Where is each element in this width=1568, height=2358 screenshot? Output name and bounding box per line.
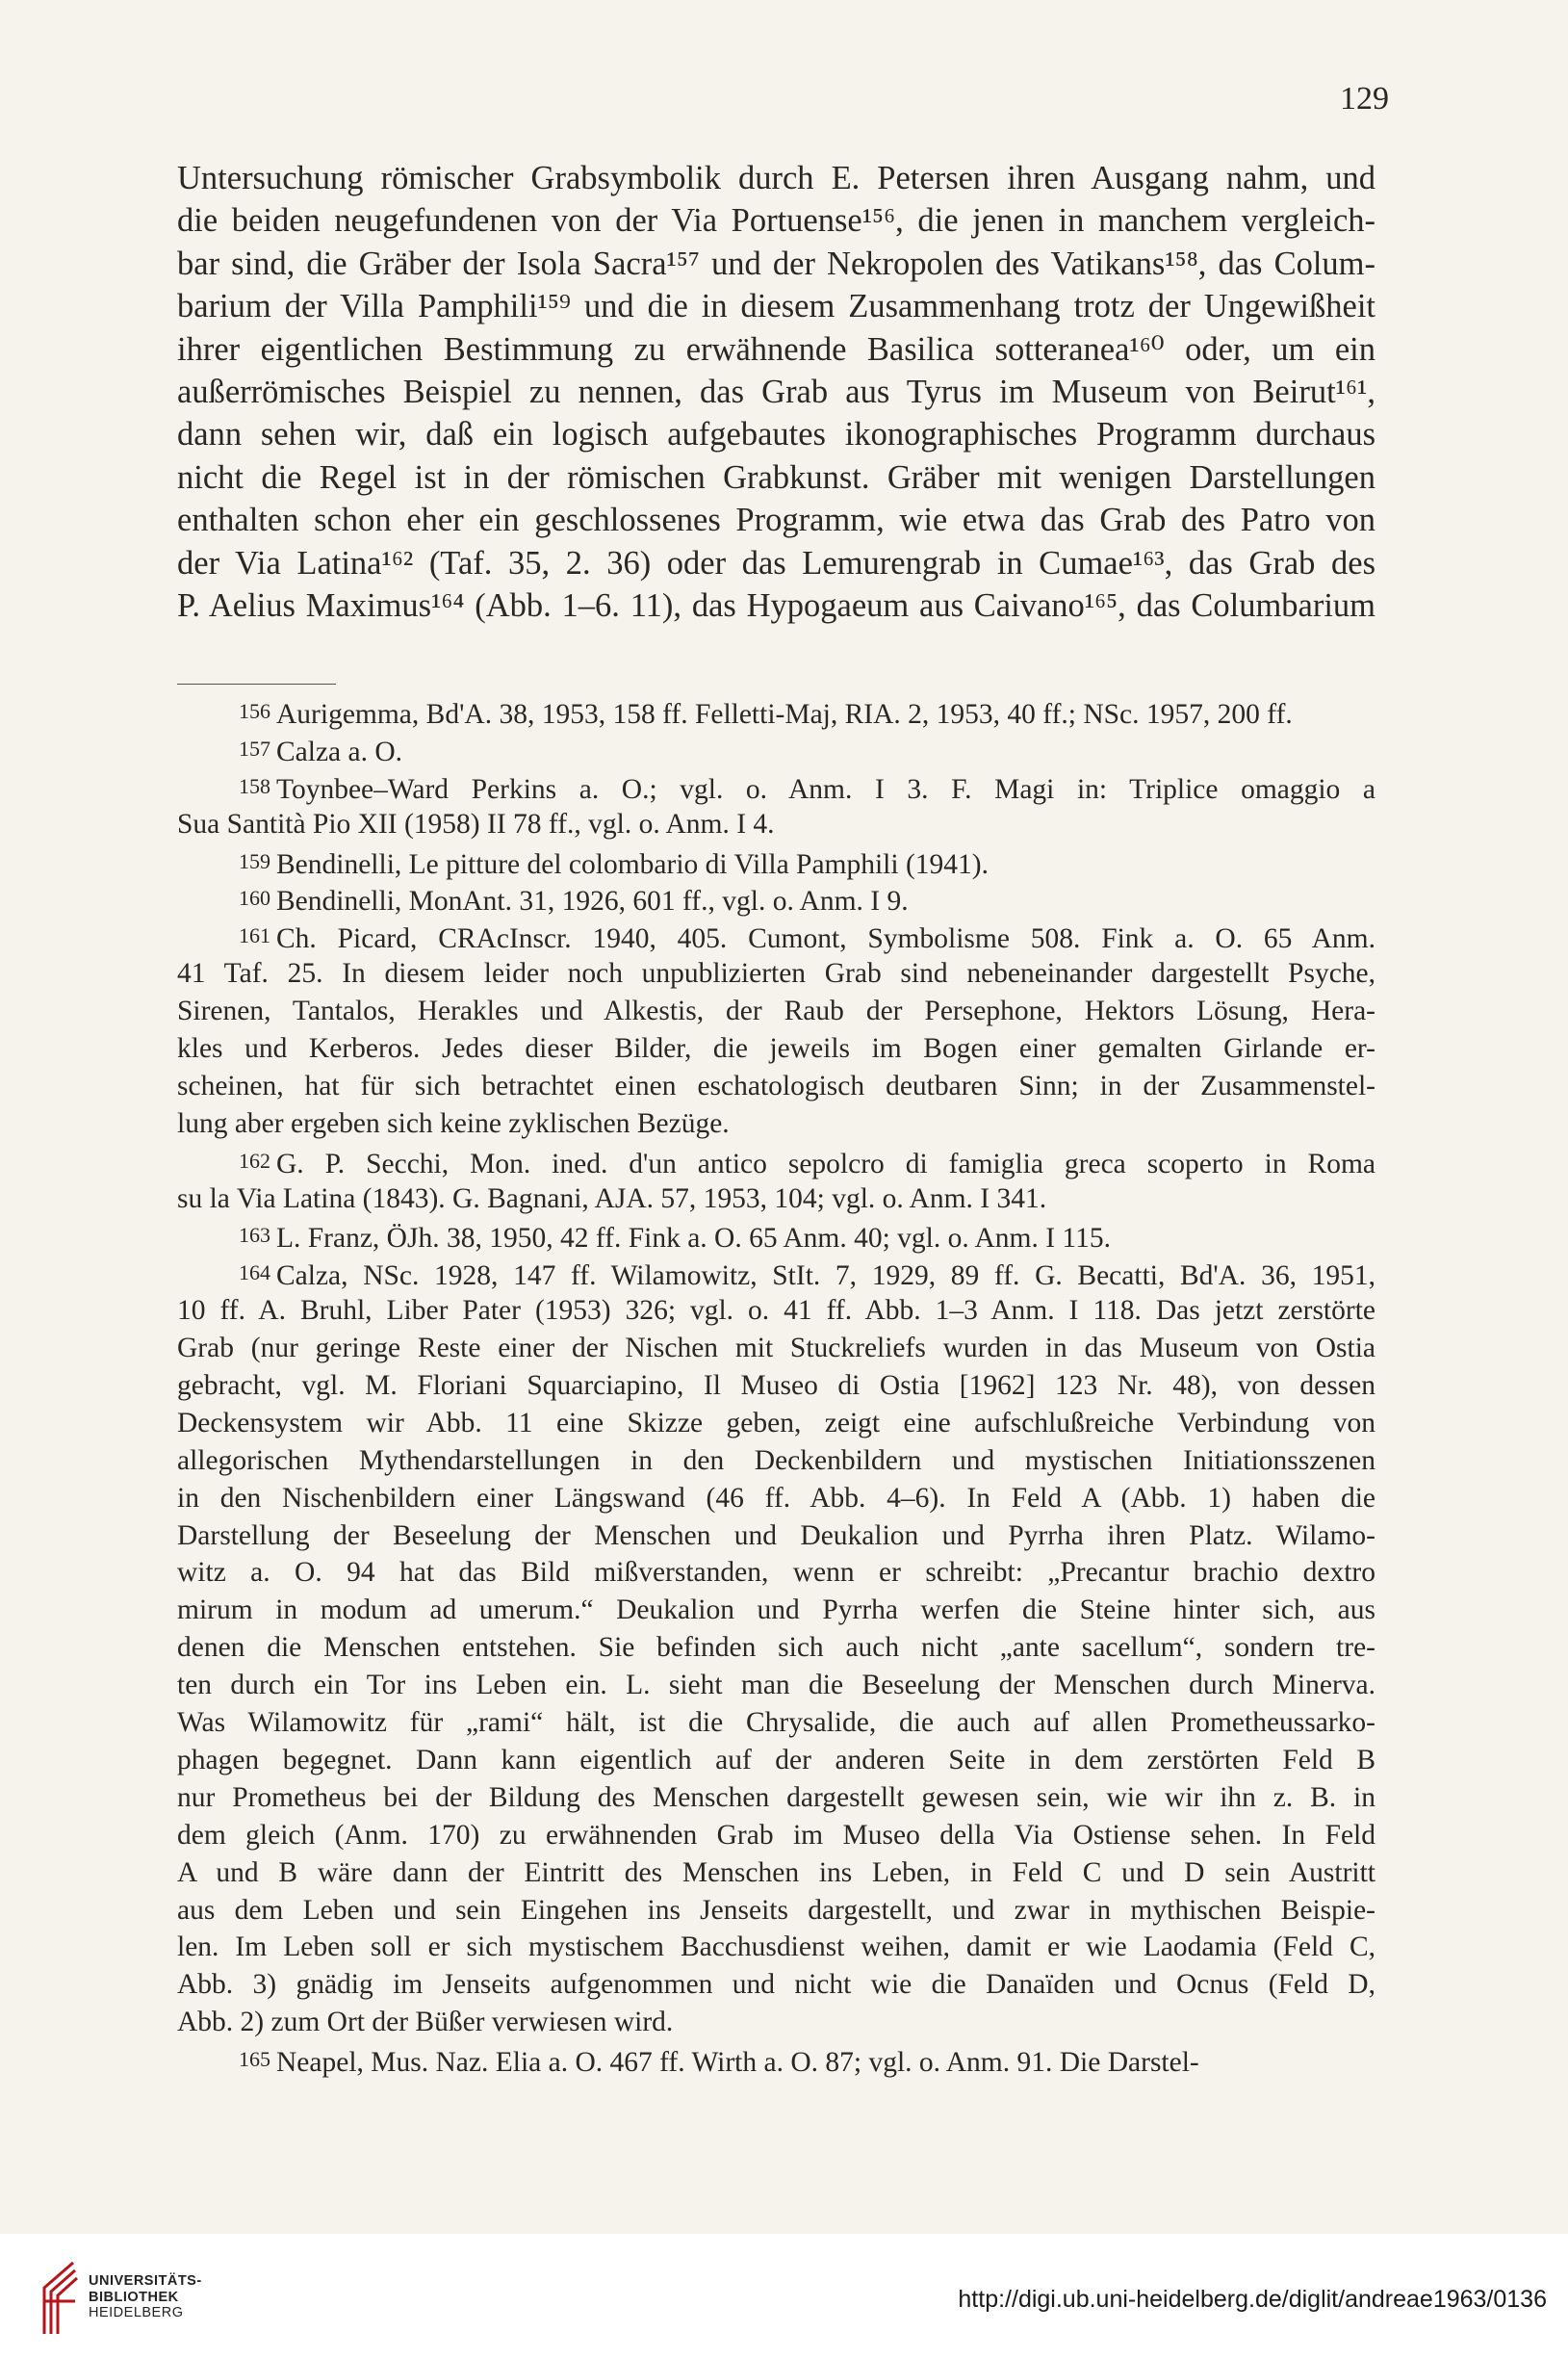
library-name-line-1: UNIVERSITÄTS- [89, 2273, 202, 2289]
footnote-number: 156 [239, 699, 270, 723]
footnote-text: Sirenen, Tantalos, Herakles und Alkestis, der Raub der Persephone, Hektors Lösung, Hera- [177, 996, 1375, 1027]
footnote-text: dem gleich (Anm. 170) zu erwähnenden Grab im Museo della Via Ostiense sehen. In Feld [177, 1819, 1375, 1851]
footnote-line [177, 1742, 1375, 1779]
footnote-line [177, 843, 1375, 881]
footnote-line [177, 1292, 1375, 1330]
footnote-text: L. Franz, ÖJh. 38, 1950, 42 ff. Fink a. O. 65 Anm. 40; vgl. o. Anm. I 115. [276, 1223, 1111, 1255]
text-line: ihrer eigentlichen Bestimmung zu erwähnende Basilica sotteranea¹⁶⁰ oder, um ein [177, 330, 1375, 368]
footnote-text: ten durch ein Tor ins Leben ein. L. sieht man die Beseelung der Menschen durch Minerva. [177, 1670, 1375, 1701]
permalink-url[interactable]: http://digi.ub.uni-heidelberg.de/diglit/andreae1963/0136 [958, 2286, 1547, 2313]
footnote-number: 164 [239, 1260, 270, 1285]
footnote-line [177, 1929, 1375, 1966]
footnote-text: allegorischen Mythendarstellungen in den Deckenbildern und mystischen Initiationsszenen [177, 1444, 1375, 1476]
footnote-line [177, 1517, 1375, 1555]
footnote-text: Calza, NSc. 1928, 147 ff. Wilamowitz, StIt. 7, 1929, 89 ff. G. Becatti, Bd'A. 36, 1951, [276, 1260, 1375, 1292]
footnote-text: Darstellung der Beseelung der Menschen und Deukalion und Pyrrha ihren Platz. Wilamo- [177, 1519, 1375, 1551]
footnote-text: Bendinelli, MonAnt. 31, 1926, 601 ff., vgl. o. Anm. I 9. [276, 886, 909, 918]
footnote-text: phagen begegnet. Dann kann eigentlich auf der anderen Seite in dem zerstörten Feld B [177, 1744, 1375, 1775]
footnote-text: 41 Taf. 25. In diesem leider noch unpublizierten Grab sind nebeneinander dargestellt Psyche, [177, 958, 1375, 990]
footnote-text: gebracht, vgl. M. Floriani Squarciapino, Il Museo di Ostia [1962] 123 Nr. 48), von dessen [177, 1370, 1375, 1402]
footnote-number: 159 [239, 848, 270, 873]
footnote-line [177, 1966, 1375, 2004]
footnote-line [177, 2004, 1375, 2041]
footnote-line [177, 955, 1375, 993]
library-name [89, 2273, 202, 2321]
text-line: nicht die Regel ist in der römischen Grabkunst. Gräber mit wenigen Darstellungen [177, 458, 1375, 496]
footnote-line [177, 1554, 1375, 1592]
footnote-line [177, 1779, 1375, 1817]
text-line: dann sehen wir, daß ein logisch aufgebautes ikonographisches Programm durchaus [177, 416, 1375, 453]
footnote-text: denen die Menschen entstehen. Sie befinden sich auch nicht „ante sacellum“, sondern tre- [177, 1632, 1375, 1664]
footnote-line [177, 1143, 1375, 1180]
footnote-line [177, 693, 1375, 731]
text-line: die beiden neugefundenen von der Via Portuense¹⁵⁶, die jenen in manchem vergleich- [177, 202, 1375, 240]
footnote-line [177, 1817, 1375, 1854]
footnote-line [177, 1892, 1375, 1930]
footnote-text: witz a. O. 94 hat das Bild mißverstanden, wenn er schreibt: „Precantur brachio dextro [177, 1557, 1375, 1589]
footnote-text: mirum in modum ad umerum.“ Deukalion und Pyrrha werfen die Steine hinter sich, aus [177, 1594, 1375, 1626]
footnote-line [177, 1592, 1375, 1629]
footnote-rule [177, 684, 336, 685]
footnote-text: scheinen, hat für sich betrachtet einen eschatologisch deutbaren Sinn; in der Zusammenstel- [177, 1070, 1375, 1101]
footnote-line [177, 1030, 1375, 1068]
footnote-line [177, 993, 1375, 1030]
footnote-line [177, 918, 1375, 955]
text-line: außerrömisches Beispiel zu nennen, das Grab aus Tyrus im Museum von Beirut¹⁶¹, [177, 373, 1375, 410]
footnote-number: 165 [239, 2047, 270, 2072]
footnote-line [177, 1405, 1375, 1442]
footnote-line [177, 1217, 1375, 1255]
footnote-text: kles und Kerberos. Jedes dieser Bilder, die jeweils im Bogen einer gemalten Girlande er- [177, 1033, 1375, 1065]
footnote-text: Sua Santità Pio XII (1958) II 78 ff., vgl. o. Anm. I 4. [177, 808, 775, 840]
footnote-text: 10 ff. A. Bruhl, Liber Pater (1953) 326; vgl. o. 41 ff. Abb. 1–3 Anm. I 118. Das jetzt zerstörte [177, 1295, 1375, 1327]
footnote-text: Toynbee–Ward Perkins a. O.; vgl. o. Anm. I 3. F. Magi in: Triplice omaggio a [276, 773, 1375, 805]
footnote-line [177, 768, 1375, 806]
text-line: bar sind, die Gräber der Isola Sacra¹⁵⁷ und der Nekropolen des Vatikans¹⁵⁸, das Colum- [177, 245, 1375, 282]
footnote-line [177, 1667, 1375, 1704]
footnotes [177, 693, 1375, 2079]
footnote-text: in den Nischenbildern einer Längswand (46 ff. Abb. 4–6). In Feld A (Abb. 1) haben die [177, 1482, 1375, 1514]
footnote-line [177, 1255, 1375, 1292]
footnote-text: nur Prometheus bei der Bildung des Menschen dargestellt gewesen sein, wie wir ihn z. B. in [177, 1781, 1375, 1813]
footnote-text: su la Via Latina (1843). G. Bagnani, AJA. 57, 1953, 104; vgl. o. Anm. I 341. [177, 1182, 1047, 1214]
footnote-text: Grab (nur geringe Reste einer der Nischen mit Stuckreliefs wurden in das Museum von Ostia [177, 1333, 1375, 1364]
library-logo-icon [40, 2259, 79, 2336]
footnote-text: Neapel, Mus. Naz. Elia a. O. 467 ff. Wirth a. O. 87; vgl. o. Anm. 91. Die Darstel- [276, 2047, 1199, 2079]
footnote-text: Bendinelli, Le pitture del colombario di Villa Pamphili (1941). [276, 848, 989, 880]
page-number: 129 [1340, 81, 1389, 117]
library-name-line-2: BIBLIOTHEK [89, 2289, 179, 2305]
footnote-line [177, 2041, 1375, 2079]
footnote-line [177, 880, 1375, 918]
text-line: Untersuchung römischer Grabsymbolik durch E. Petersen ihren Ausgang nahm, und [177, 160, 1375, 196]
footnote-line [177, 1704, 1375, 1742]
footnote-line [177, 1330, 1375, 1367]
library-name-line-3: HEIDELBERG [89, 2305, 184, 2320]
footnote-number: 160 [239, 886, 270, 911]
footnote-line [177, 1180, 1375, 1218]
footnote-number: 162 [239, 1148, 270, 1173]
footnote-line [177, 1854, 1375, 1892]
footnote-line [177, 1629, 1375, 1667]
text-line: barium der Villa Pamphili¹⁵⁹ und die in diesem Zusammenhang trotz der Ungewißheit [177, 288, 1375, 325]
text-line: P. Aelius Maximus¹⁶⁴ (Abb. 1–6. 11), das Hypogaeum aus Caivano¹⁶⁵, das Columbarium [177, 586, 1375, 624]
footnote-line [177, 806, 1375, 843]
footnote-number: 161 [239, 923, 270, 948]
text-line: der Via Latina¹⁶² (Taf. 35, 2. 36) oder das Lemurengrab in Cumae¹⁶³, das Grab des [177, 544, 1375, 582]
footnote-text: Calza a. O. [276, 736, 403, 767]
footnote-number: 163 [239, 1223, 270, 1248]
footnote-text: Abb. 2) zum Ort der Büßer verwiesen wird. [177, 2007, 674, 2038]
footnote-number: 158 [239, 773, 270, 798]
footnote-text: lung aber ergeben sich keine zyklischen Bezüge. [177, 1107, 730, 1139]
footnote-text: Aurigemma, Bd'A. 38, 1953, 158 ff. Felletti-Maj, RIA. 2, 1953, 40 ff.; NSc. 1957, 200 ff. [276, 699, 1293, 730]
footnote-text: Abb. 3) gnädig im Jenseits aufgenommen und nicht wie die Danaïden und Ocnus (Feld D, [177, 1969, 1375, 2001]
footnote-line [177, 1442, 1375, 1480]
footnote-line [177, 1367, 1375, 1405]
footnote-line [177, 731, 1375, 768]
footnote-text: len. Im Leben soll er sich mystischem Bacchusdienst weihen, damit er wie Laodamia (Feld C, [177, 1931, 1375, 1963]
footnote-number: 157 [239, 736, 270, 761]
footnote-line [177, 1480, 1375, 1517]
footnote-text: G. P. Secchi, Mon. ined. d'un antico sepolcro di famiglia greca scoperto in Roma [276, 1148, 1375, 1179]
footnote-text: Ch. Picard, CRAcInscr. 1940, 405. Cumont, Symbolisme 508. Fink a. O. 65 Anm. [276, 923, 1375, 955]
footnote-text: Deckensystem wir Abb. 11 eine Skizze geben, zeigt eine aufschlußreiche Verbindung von [177, 1407, 1375, 1438]
footnote-text: aus dem Leben und sein Eingehen ins Jenseits dargestellt, und zwar in mythischen Beispie- [177, 1894, 1375, 1926]
footnote-text: A und B wäre dann der Eintritt des Menschen ins Leben, in Feld C und D sein Austritt [177, 1856, 1375, 1888]
main-text [177, 157, 1375, 627]
footnote-line [177, 1105, 1375, 1143]
footnote-line [177, 1068, 1375, 1105]
footnote-text: Was Wilamowitz für „rami“ hält, ist die Chrysalide, die auch auf allen Prometheussarko- [177, 1707, 1375, 1739]
text-line: enthalten schon eher ein geschlossenes Programm, wie etwa das Grab des Patro von [177, 502, 1375, 539]
